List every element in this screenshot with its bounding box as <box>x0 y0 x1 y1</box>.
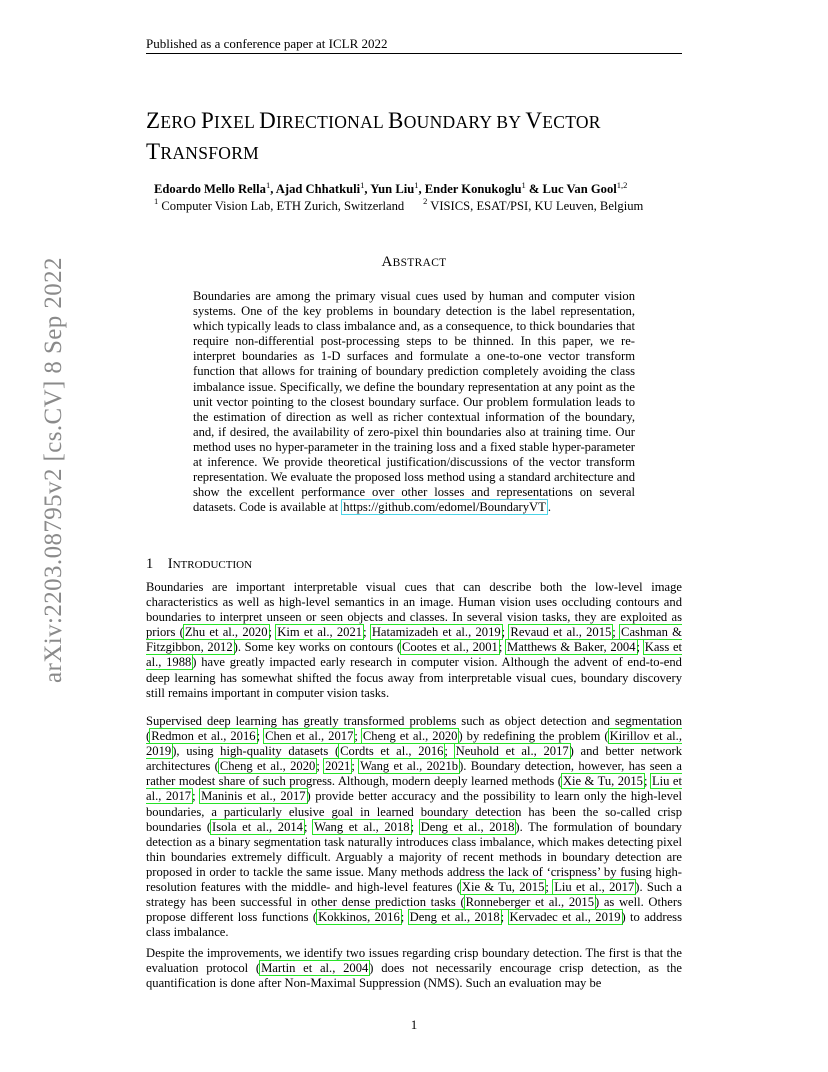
citation-link[interactable]: Cheng et al., 2020 <box>362 729 458 744</box>
citation-link[interactable]: Xie & Tu, 2015 <box>562 774 643 789</box>
paragraph-text: ). Boundary detection, however, has seen a rather modest share of such progress. Although, modern deeply learned methods ( <box>146 759 682 789</box>
paragraph-text: ) to address class imbalance. <box>146 910 682 940</box>
author-name: Yun Liu <box>370 182 415 196</box>
citation-link[interactable]: Chen et al., 2017 <box>265 729 354 744</box>
author-list <box>154 182 694 197</box>
citation-link[interactable]: Matthews & Baker, 2004 <box>507 640 636 655</box>
paragraph-text: ) does not necessarily encourage crisp detection, as the quantification is done after Non-Maximal Suppression (NMS). Such an evaluation may be <box>146 961 682 991</box>
citation-link[interactable]: Liu et al., 2017 <box>146 774 682 804</box>
title-line-1 <box>146 106 706 137</box>
title-word-rest: RANSFORM <box>160 143 260 163</box>
title-word-cap: D <box>259 108 277 133</box>
abstract-text <box>193 289 635 515</box>
section-title-cap: I <box>167 556 173 572</box>
paragraph-text: ; <box>501 625 510 640</box>
author-name: Edoardo Mello Rella <box>154 182 266 196</box>
title-word-rest: ERO <box>160 112 201 132</box>
paragraph-text: ; <box>444 744 455 759</box>
citation-link[interactable]: Wang et al., 2021b <box>360 759 459 774</box>
abstract-heading <box>0 254 828 271</box>
abstract-end: . <box>547 500 551 515</box>
paragraph-text: ; <box>351 759 360 774</box>
title-word-cap: V <box>525 108 543 133</box>
citation-link[interactable]: Maninis et al., 2017 <box>201 789 306 804</box>
citation-link[interactable]: Kass et al., 1988 <box>146 640 683 670</box>
paragraph-text: ; <box>643 774 651 789</box>
citation-link[interactable]: Neuhold et al., 2017 <box>455 744 569 759</box>
arxiv-stamp: arXiv:2203.08795v2 [cs.CV] 8 Sep 2022 <box>40 257 67 683</box>
citation-link[interactable]: Zhu et al., 2020 <box>184 625 268 640</box>
paragraph-text: ) and better network architectures ( <box>146 744 683 774</box>
title-word-rest: IXEL <box>214 112 260 132</box>
title-word-cap: Z <box>146 108 161 133</box>
citation-link[interactable]: 2021 <box>325 759 351 774</box>
paragraph-text: ; <box>192 789 201 804</box>
author-separator: , <box>418 182 425 196</box>
citation-link[interactable]: Redmon et al., 2016 <box>151 729 256 744</box>
citation-link[interactable]: Martin et al., 2004 <box>261 961 369 976</box>
author-name: Luc Van Gool <box>542 182 617 196</box>
paragraph-text: ). The formulation of boundary detection as a binary segmentation task naturally introduces class imbalance, which makes detecting pixel thin boundaries extremely difficult. Arguably a majority of recent methods in boundary detection are proposed in order to tackle the same issue. Many methods address the lack of ‘crispness’ by fusing high-resolution features with the middle- and high-level features ( <box>146 819 682 895</box>
paragraph-text: Supervised deep learning has greatly transformed problems such as object detection and segmentation ( <box>146 714 682 744</box>
page-number: 1 <box>410 1017 418 1032</box>
citation-link[interactable]: Kervadec et al., 2019 <box>509 910 621 925</box>
paragraph-2 <box>146 714 682 940</box>
paragraph-text: ; <box>316 759 325 774</box>
author-affiliation-mark: 1 <box>521 180 526 190</box>
affiliation-text: VISICS, ESAT/PSI, KU Leuven, Belgium <box>427 199 644 213</box>
author-separator: & <box>525 182 543 196</box>
citation-link[interactable]: Revaud et al., 2015 <box>510 625 612 640</box>
affiliation-list <box>154 196 694 214</box>
title-word-cap: B <box>388 108 404 133</box>
affiliation-number: 2 <box>423 196 428 206</box>
citation-link[interactable]: Cheng et al., 2020 <box>219 759 316 774</box>
abstract-heading-cap: A <box>381 254 393 270</box>
paragraph-text: ) as well. Others propose different loss functions ( <box>146 895 682 925</box>
paragraph-text: ; <box>410 819 420 834</box>
citation-link[interactable]: Hatamizadeh et al., 2019 <box>371 625 501 640</box>
citation-link[interactable]: Kim et al., 2021 <box>277 625 363 640</box>
author-name: Ajad Chhatkuli <box>275 182 361 196</box>
title-word-rest: ECTOR <box>542 112 601 132</box>
paragraph-text: ) by redefining the problem ( <box>458 729 609 744</box>
title-word-rest: OUNDARY BY <box>403 112 526 132</box>
paragraph-text: ) provide better accuracy and the possibility to learn only the high-level boundaries, a particularly elusive goal in learned boundary detection has been the so-called crisp boundaries ( <box>146 789 682 834</box>
paragraph-text: ). Some key works on contours ( <box>233 640 402 655</box>
affiliation-gap <box>404 199 423 213</box>
author-affiliation-mark: 1 <box>265 180 271 190</box>
abstract-body: Boundaries are among the primary visual cues used by human and computer vision systems. One of the key problems in boundary detection is the label representation, which typically leads to class imbalance and, as a consequence, to thick boundaries that require non-differential post-processing steps to be thinned. In this paper, we re-interpret boundaries as 1-D surfaces and formulate a one-to-one vector transform function that allows for training of boundary prediction completely avoiding the class imbalance issue. Specifically, we define the boundary representation at any point as the unit vector pointing to the closest boundary surface. Our problem formulation leads to the estimation of direction as well as richer contextual information of the boundary, and, if desired, the availability of zero-pixel thin boundaries also at training time. Our method uses no hyper-parameter in the training loss and a fixed stable hyper-parameter at inference. We provide theoretical justification/discussions of the vector transform representation. We evaluate the proposed loss method using a standard architecture and show the excellent performance over other losses and representations on several datasets. Code is available at <box>193 289 635 515</box>
paragraph-1 <box>146 580 682 701</box>
title-word-cap: T <box>146 139 161 164</box>
citation-link[interactable]: Xie & Tu, 2015 <box>461 880 545 895</box>
running-header: Published as a conference paper at ICLR 2022 <box>146 36 388 51</box>
author-separator: , <box>270 182 276 196</box>
title-word-rest: IRECTIONAL <box>276 112 389 132</box>
paragraph-text: ; <box>498 640 507 655</box>
citation-link[interactable]: Cootes et al., 2001 <box>402 640 498 655</box>
citation-link[interactable]: Ronneberger et al., 2015 <box>465 895 595 910</box>
citation-link[interactable]: Cordts et al., 2016 <box>340 744 444 759</box>
code-link[interactable]: https://github.com/edomel/BoundaryVT <box>343 500 546 515</box>
section-number: 1 <box>146 556 154 572</box>
title-word-cap: P <box>200 108 215 133</box>
affiliation-number: 1 <box>154 196 159 206</box>
abstract-heading-rest: BSTRACT <box>392 257 447 269</box>
author-separator: , <box>364 182 371 196</box>
citation-link[interactable]: Wang et al., 2018 <box>314 819 410 834</box>
paragraph-text: Despite the improvements, we identify two issues regarding crisp boundary detection. The first is that the evaluation protocol ( <box>146 946 682 976</box>
paragraph-3 <box>146 946 682 991</box>
paragraph-text: ; <box>303 819 314 834</box>
title-line-2 <box>146 137 706 168</box>
citation-link[interactable]: Deng et al., 2018 <box>409 910 500 925</box>
author-affiliation-mark: 1,2 <box>616 180 628 190</box>
citation-link[interactable]: Deng et al., 2018 <box>420 819 515 834</box>
header-rule <box>146 53 682 54</box>
paragraph-text: ; <box>363 625 371 640</box>
paragraph-text: ; <box>268 625 277 640</box>
paragraph-text: ; <box>612 625 621 640</box>
paragraph-text: ). Such a strategy has been successful in other dense prediction tasks ( <box>146 880 682 910</box>
citation-link[interactable]: Isola et al., 2014 <box>212 819 303 834</box>
citation-link[interactable]: Kokkinos, 2016 <box>318 910 400 925</box>
section-heading <box>146 556 252 573</box>
paragraph-text: ; <box>500 910 509 925</box>
paragraph-text: Boundaries are important interpretable visual cues that can describe both the low-level image characteristics as well as high-level semantics in an image. Human vision uses occluding contours and boundaries to interpret unseen or seen objects and classes. In several vision tasks, they are exploited as priors ( <box>146 580 682 640</box>
author-affiliation-mark: 1 <box>360 180 365 190</box>
paragraph-text: ; <box>545 880 554 895</box>
paragraph-text: ; <box>256 729 265 744</box>
author-name: Ender Konukoglu <box>424 182 522 196</box>
author-affiliation-mark: 1 <box>414 180 419 190</box>
paragraph-text: ; <box>354 729 362 744</box>
section-title-rest: NTRODUCTION <box>172 559 253 571</box>
affiliation-text: Computer Vision Lab, ETH Zurich, Switzerland <box>158 199 405 213</box>
paragraph-text: ; <box>636 640 644 655</box>
citation-link[interactable]: Kirillov et al., 2019 <box>146 729 682 759</box>
citation-link[interactable]: Liu et al., 2017 <box>554 880 635 895</box>
paper-title <box>146 106 706 168</box>
paragraph-text: ), using high-quality datasets ( <box>172 744 340 759</box>
paragraph-text: ; <box>400 910 409 925</box>
paragraph-text: ) have greatly impacted early research in computer vision. Although the advent of end-to-end deep learning has somewhat shifted the focus away from interpretable visual cues, boundary discovery still remains important in computer vision tasks. <box>146 655 682 700</box>
citation-link[interactable]: Cashman & Fitzgibbon, 2012 <box>146 625 682 655</box>
